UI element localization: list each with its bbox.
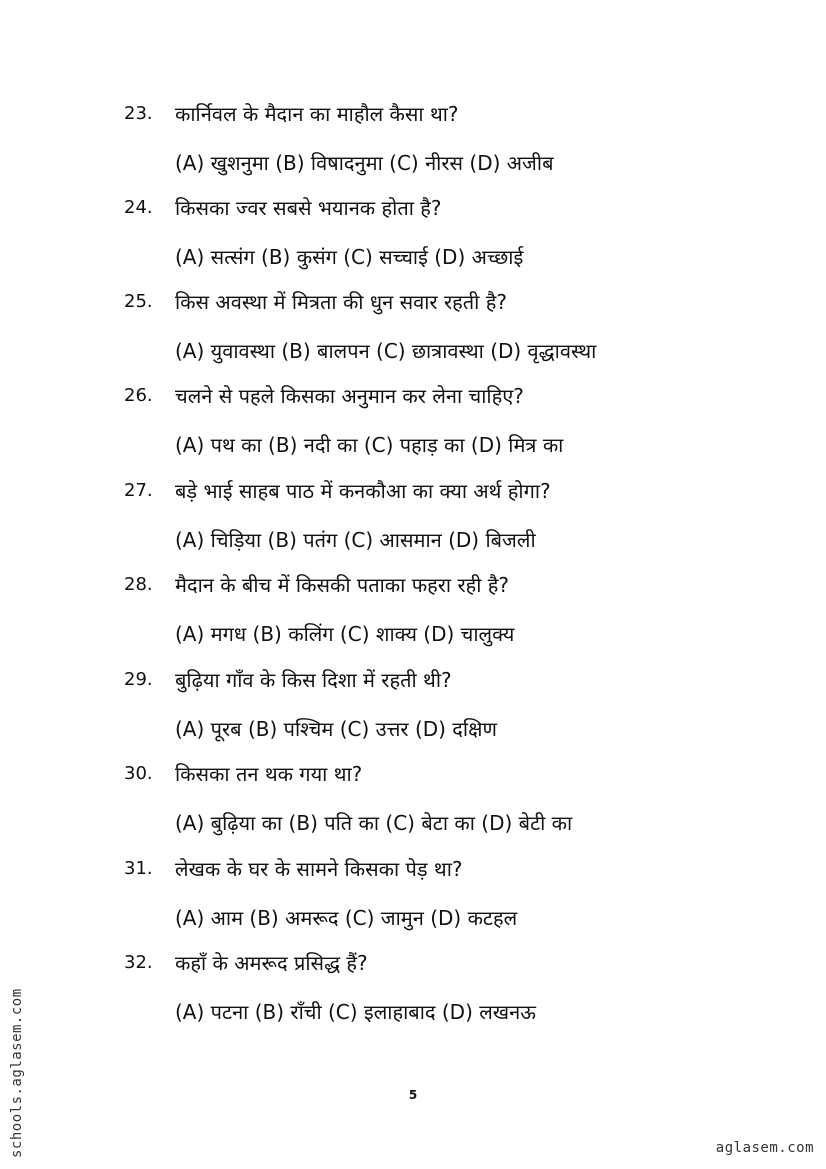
page-number: 5 (408, 1088, 418, 1102)
question-number: 29. (124, 669, 153, 690)
question-options: (A) आम (B) अमरूद (C) जामुन (D) कटहल (175, 906, 518, 930)
question-number: 30. (124, 763, 153, 784)
question-25 (0, 289, 826, 383)
question-text: बुढ़िया गाँव के किस दिशा में रहती थी? (175, 668, 452, 692)
question-text: चलने से पहले किसका अनुमान कर लेना चाहिए? (175, 384, 524, 408)
question-31 (0, 856, 826, 950)
question-number: 24. (124, 197, 153, 218)
question-23 (0, 101, 826, 195)
question-32 (0, 950, 826, 1044)
bottom-watermark: aglasem.com (715, 1140, 814, 1156)
question-options: (A) पथ का (B) नदी का (C) पहाड़ का (D) मित्र का (175, 433, 564, 457)
question-text: लेखक के घर के सामने किसका पेड़ था? (175, 857, 463, 881)
question-24 (0, 195, 826, 289)
question-28 (0, 572, 826, 666)
question-options: (A) पूरब (B) पश्चिम (C) उत्तर (D) दक्षिण (175, 717, 497, 741)
question-text: मैदान के बीच में किसकी पताका फहरा रही है? (175, 573, 510, 597)
question-options: (A) खुशनुमा (B) विषादनुमा (C) नीरस (D) अजीब (175, 151, 554, 175)
question-options: (A) सत्संग (B) कुसंग (C) सच्चाई (D) अच्छाई (175, 245, 524, 269)
side-watermark: schools.aglasem.com (9, 988, 25, 1158)
question-number: 26. (124, 385, 153, 406)
question-text: किसका तन थक गया था? (175, 762, 363, 786)
question-text: किस अवस्था में मित्रता की धुन सवार रहती है? (175, 290, 507, 314)
question-options: (A) चिड़िया (B) पतंग (C) आसमान (D) बिजली (175, 528, 536, 552)
question-29 (0, 667, 826, 761)
question-options: (A) पटना (B) राँची (C) इलाहाबाद (D) लखनऊ (175, 1000, 536, 1024)
question-options: (A) बुढ़िया का (B) पति का (C) बेटा का (D) बेटी का (175, 811, 573, 835)
question-text: बड़े भाई साहब पाठ में कनकौआ का क्या अर्थ होगा? (175, 479, 551, 503)
question-options: (A) मगध (B) कलिंग (C) शाक्य (D) चालुक्य (175, 622, 515, 646)
question-27 (0, 478, 826, 572)
question-number: 23. (124, 103, 153, 124)
question-number: 32. (124, 952, 153, 973)
question-number: 28. (124, 574, 153, 595)
question-text: कहाँ के अमरूद प्रसिद्ध हैं? (175, 951, 368, 975)
question-options: (A) युवावस्था (B) बालपन (C) छात्रावस्था (D) वृद्धावस्था (175, 339, 597, 363)
question-26 (0, 383, 826, 477)
question-30 (0, 761, 826, 855)
question-number: 25. (124, 291, 153, 312)
question-text: किसका ज्वर सबसे भयानक होता है? (175, 196, 442, 220)
question-number: 27. (124, 480, 153, 501)
question-text: कार्निवल के मैदान का माहौल कैसा था? (175, 102, 459, 126)
question-number: 31. (124, 858, 153, 879)
